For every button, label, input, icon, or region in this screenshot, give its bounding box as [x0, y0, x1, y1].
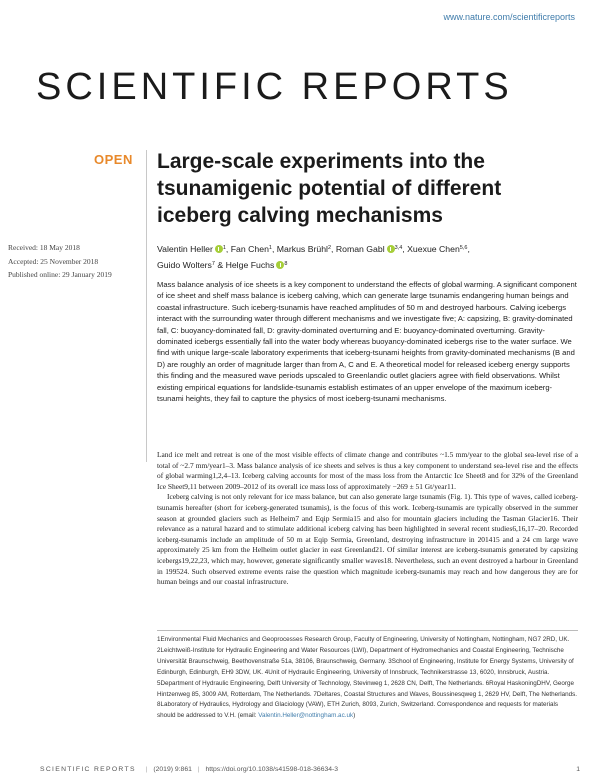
page-footer	[40, 766, 580, 773]
author[interactable]: Guido Wolters$^7$	[157, 259, 215, 270]
article-title: Large-scale experiments into the tsunamigenic potential of different iceberg calving mechanisms	[157, 150, 502, 227]
accepted-date: Accepted: 25 November 2018	[8, 256, 99, 266]
author[interactable]: Fan Chen$^1$	[230, 244, 272, 254]
footer-citation: (2019) 9:861	[153, 766, 192, 773]
affiliations: 1Environmental Fluid Mechanics and Geoprocesses Research Group, Faculty of Engineering, University of Nottingham, Nottingham, NG7 2RD, UK. 2Leichtweiß-Institute for Hydraulic Engineering and Water Resources (LWI), Department of Hydromechanics and Coastal Engineering, Technische Universität Braunschweig, Beethovenstraße 51a, 38106, Braunschweig, Germany. 3School of Engineering, Institute for Energy Systems, University of Edinburgh, Edinburgh, EH9 3DW, UK. 4Unit of Hydraulic Engineering, University of Innsbruck, Technikerstrasse 13, 6020, Innsbruck, Austria. 5Department of Hydraulic Engineering, Delft University of Technology, Stevinweg 1, 2628 CN, Delft, The Netherlands. 6Royal HaskoningDHV, George Hintzenweg 85, 3009 AM, Rotterdam, The Netherlands. 7Deltares, Coastal Structures and Waves, Boussinesqweg 1, 2629 HV, Delft, The Netherlands. 8Laboratory of Hydraulics, Hydrology and Glaciology (VAW), ETH Zurich, 8093, Zurich, Switzerland. Correspondence and requests for materials should be addressed to V.H. (email: Valentin.Heller@nottingham.ac.uk)	[157, 636, 578, 720]
article-dates	[8, 241, 144, 282]
author[interactable]: Roman Gabl $^{3,4}$	[335, 244, 403, 254]
abstract: Mass balance analysis of ice sheets is a key component to understand the effects of global warming. A significant component of ice sheet and shelf mass balance is iceberg calving, which can generate large tsunamis endangering human beings and coastal infrastructure. Such iceberg-tsunamis have reached amplitudes of 50 m and destroyed harbours. Calving icebergs interact with the surrounding water through different mechanisms and we investigate five; A: capsizing, B: gravity-dominated fall, C: buoyancy-dominated fall, D: gravity-dominated overturning and E: buoyancy-dominated overturning. Gravity-dominated icebergs essentially fall into the water body whereas buoyancy-dominated icebergs rise to the water surface. We find with unique large-scale laboratory experiments that iceberg-tsunami heights from gravity-dominated mechanisms (B and D) are roughly an order of magnitude larger than from A, C and E. A theoretical model for released iceberg energy supports this finding and the measured wave periods upscaled to Greenlandic outlet glaciers agree with field observations. Whilst existing empirical equations for landslide-tsunamis establish estimates of an upper envelope of the maximum iceberg-tsunami heights, they fail to capture the physics of most iceberg-tsunami mechanisms.	[157, 280, 577, 404]
article-body	[157, 450, 578, 588]
author-list: Valentin Heller $^1$, Fan Chen$^1$, Markus Brühl$^2$, Roman Gabl $^{3,4}$, Xuexue Chen$^{5,6}$, Guido Wolters$^7$ & Helge Fuchs $^8$	[157, 244, 470, 270]
footer-journal-name: SCIENTIFIC REPORTS	[40, 766, 136, 773]
author[interactable]: Helge Fuchs $^8$	[225, 259, 288, 270]
footer-separator: |	[145, 766, 148, 773]
footer-doi-link[interactable]: https://doi.org/10.1038/s41598-018-36634-3	[205, 766, 339, 773]
orcid-icon[interactable]	[276, 261, 284, 269]
open-access-label: OPEN	[94, 152, 133, 167]
author[interactable]: Markus Brühl$^2$	[276, 244, 332, 254]
footer-separator: |	[197, 766, 200, 773]
author[interactable]: Valentin Heller $^1$	[157, 244, 226, 254]
body-paragraph: Land ice melt and retreat is one of the most visible effects of climate change and contributes ~1.5 mm/year to the global sea-level rise of a total of ~2.7 mm/year1–3. Mass balance analysis of ice sheets and selves is thus a key component to understand sea-level rise and the effects of global warming1,2,4–13. Iceberg calving accounts for most of the mass loss from the Antarctic Ice Sheet8 and for 32% of the Greenland Ice Sheet9,11 between 2009–2012 of its overall ice mass loss of approximately −269 ± 51 Gt/year11.	[157, 450, 578, 491]
author[interactable]: Xuexue Chen$^{5,6}$	[407, 244, 468, 254]
received-date: Received: 18 May 2018	[8, 243, 80, 252]
orcid-icon[interactable]	[215, 245, 223, 253]
journal-url-link[interactable]: www.nature.com/scientificreports	[443, 12, 575, 22]
page-number: 1	[576, 766, 580, 773]
affiliations-divider	[157, 630, 578, 631]
body-paragraph: Iceberg calving is not only relevant for ice mass balance, but can also generate large tsunamis (Fig. 1). This type of waves, called iceberg-tsunamis hereafter (short for iceberg-generated tsunamis), is the focus of this work. Iceberg-tsunamis are typically observed in the summer season at grounded glaciers such as Helheim7 and Eqip Sermia15 and also for mountain glaciers including the Tasman Glacier16. Their relevance as a natural hazard and to stimulate additional iceberg calving has been highlighted in several recent studies6,16,17–20. Recorded iceberg-tsunamis include an amplitude of 50 m at Eqip Sermia, Greenland, destroying infrastructure in 201415 and a 24 cm large wave approximately 25 km from the Helheim outlet glacier in east Greenland21. Of similar interest are iceberg-tsunamis generated by capsizing icebergs19,22,23, which may, however, generate significantly smaller waves18. Nevertheless, such an event destroyed a harbour in Greenland in 199524. Such observed extreme events raise the question which magnitude iceberg-tsunamis may reach and how dangerous they are for human beings and our coastal infrastructure.	[157, 492, 578, 587]
orcid-icon[interactable]	[387, 245, 395, 253]
published-date: Published online: 29 January 2019	[8, 270, 112, 279]
journal-masthead: SCIENTIFIC REPORTS	[36, 66, 513, 108]
correspondence-email-link[interactable]: Valentin.Heller@nottingham.ac.uk	[258, 712, 354, 720]
divider	[146, 150, 147, 462]
